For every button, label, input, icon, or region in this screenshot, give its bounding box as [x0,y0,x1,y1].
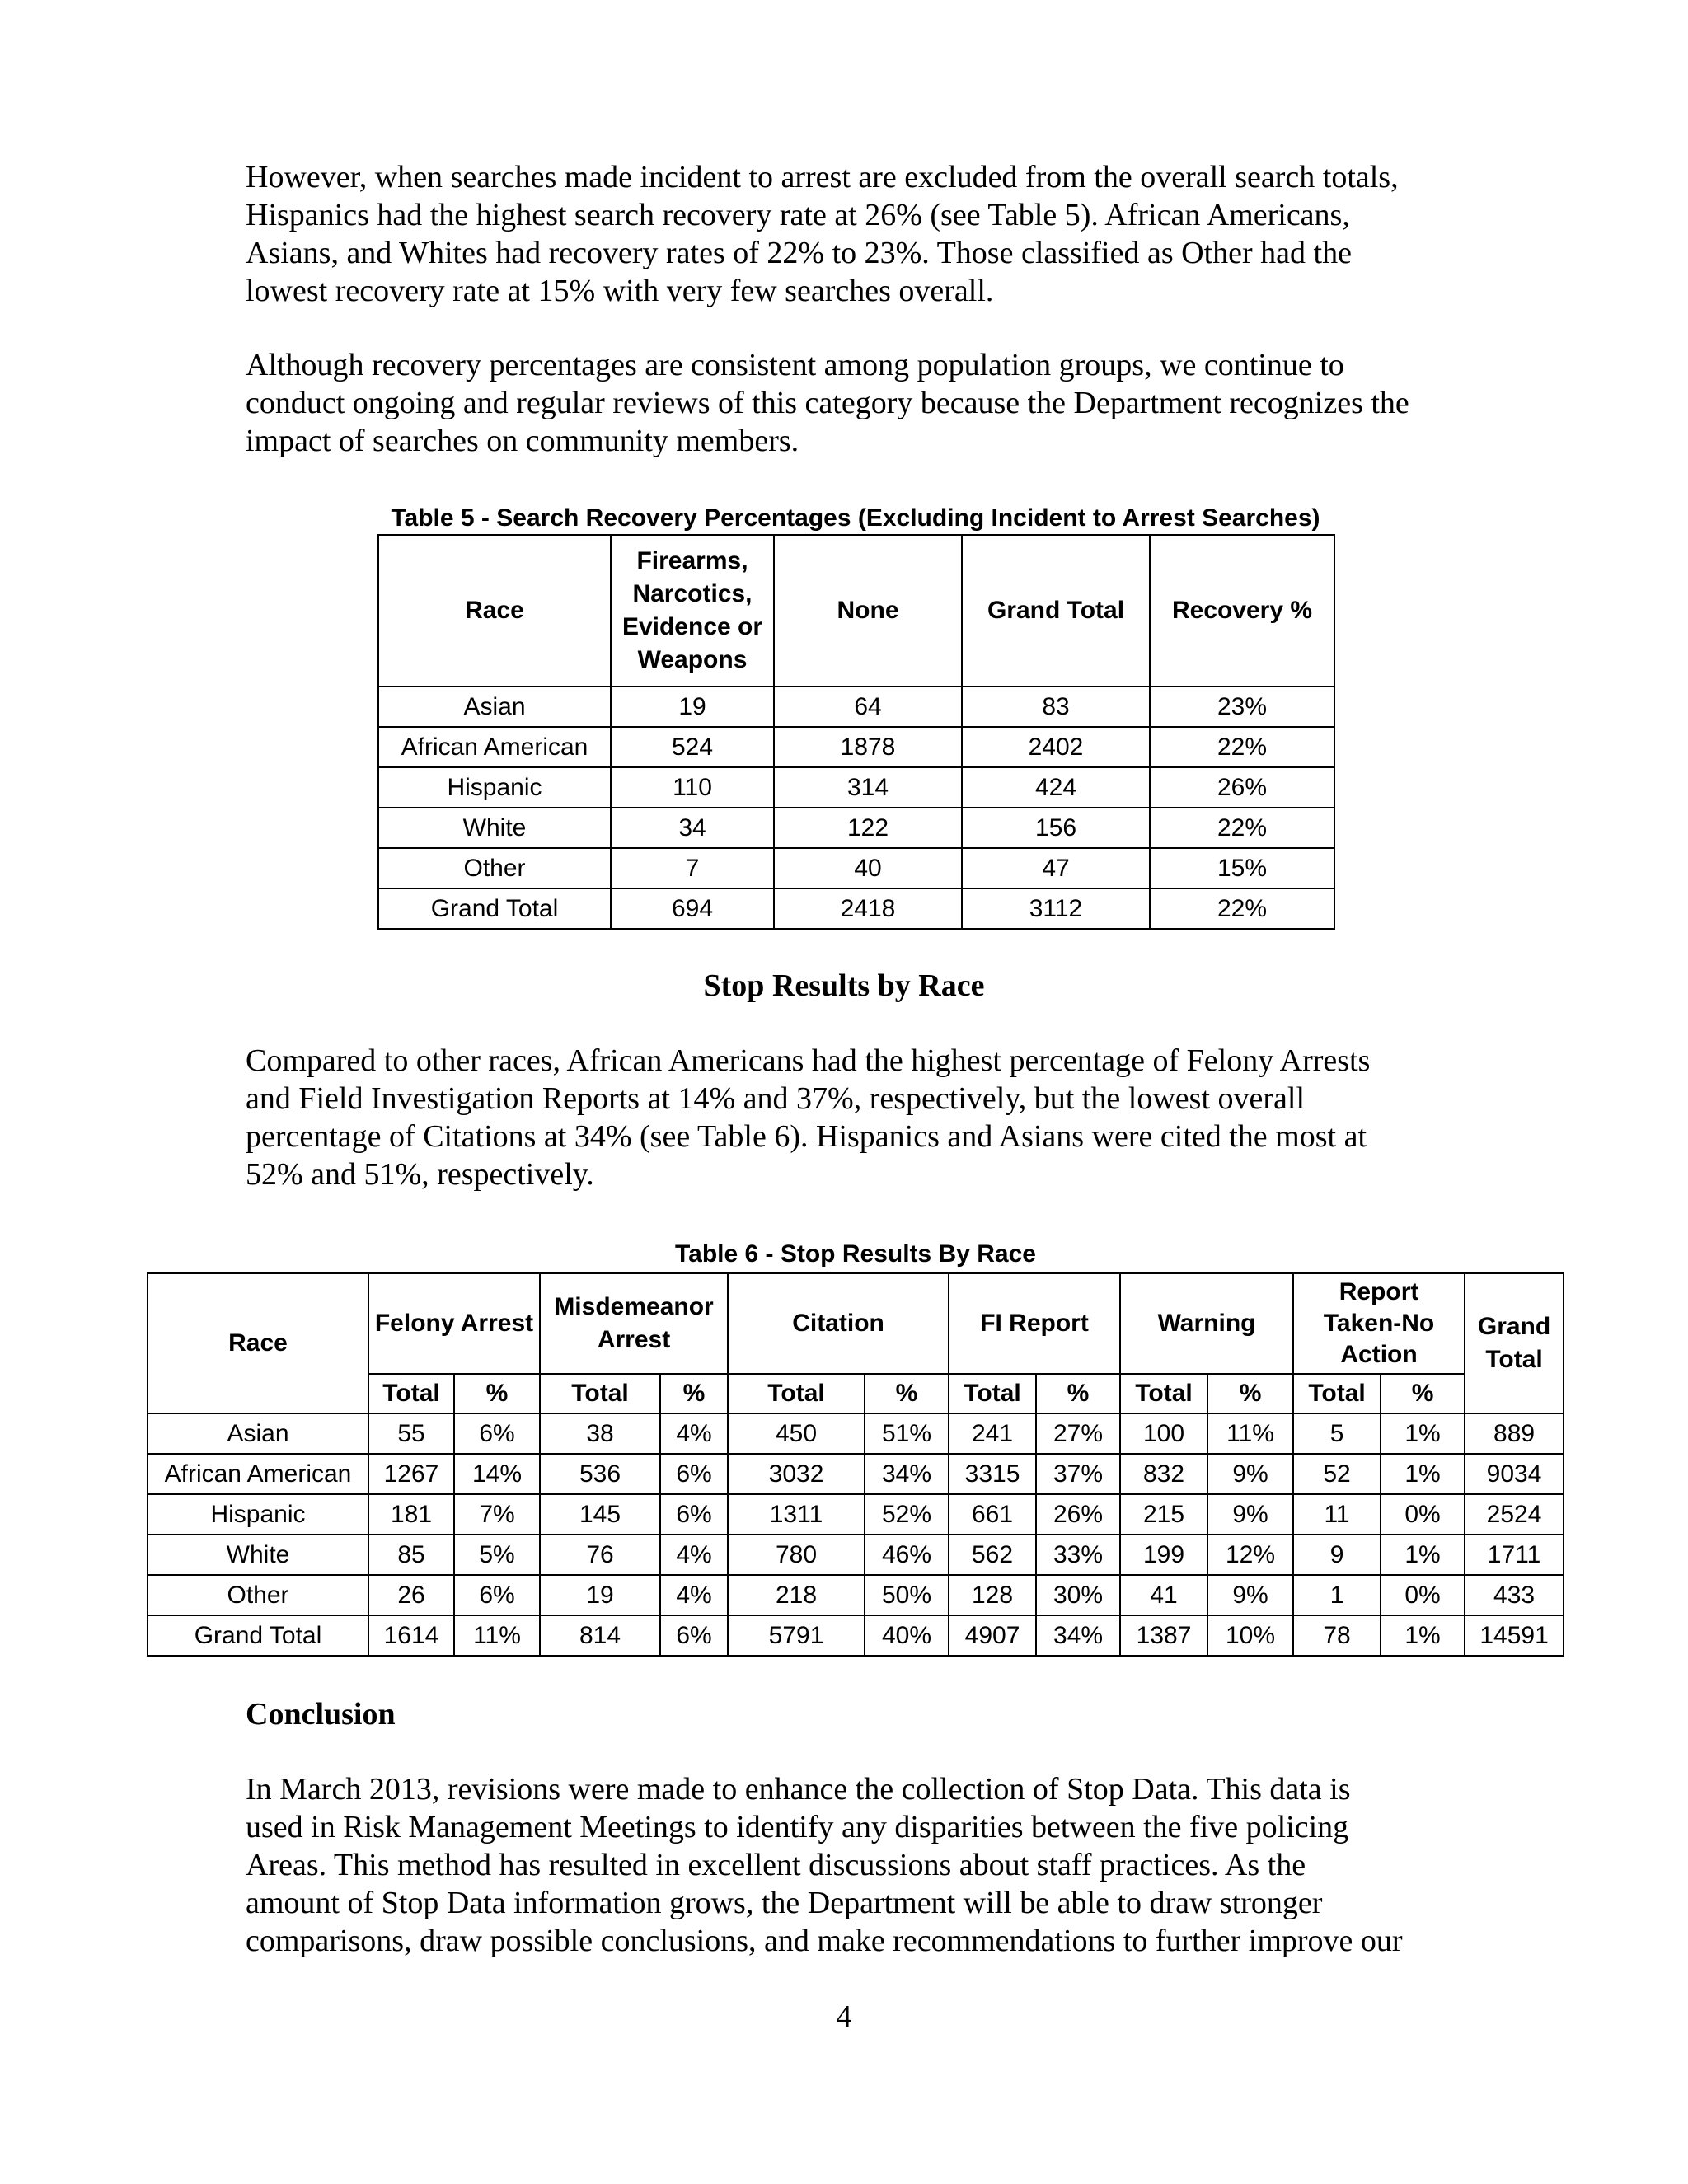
table6-value-cell: 100 [1120,1413,1207,1454]
table6-value-cell: 27% [1036,1413,1120,1454]
table5-value-cell: 694 [611,888,774,929]
table6-group-header: Misdemeanor Arrest [540,1273,728,1374]
table5-race-cell: White [378,808,611,848]
table5-race-cell: Asian [378,687,611,727]
table6-row [148,1575,1564,1615]
table5-value-cell: 314 [774,767,962,808]
table6-value-cell: 9034 [1465,1454,1564,1494]
table6-race-cell: African American [148,1454,368,1494]
table5-value-cell: 19 [611,687,774,727]
table6-race-cell: Hispanic [148,1494,368,1535]
table6-value-cell: 1311 [728,1494,865,1535]
table6-subheader-total: Total [1120,1374,1207,1413]
table6-value-cell: 128 [949,1575,1036,1615]
table5-value-cell: 424 [962,767,1150,808]
table6-value-cell: 1% [1381,1454,1465,1494]
table6-value-cell: 33% [1036,1535,1120,1575]
table5-value-cell: 22% [1150,888,1334,929]
table6-subheader-percent: % [1036,1374,1120,1413]
table5-header-cell: Race [378,535,611,687]
table6-value-cell: 26 [368,1575,454,1615]
table5-value-cell: 26% [1150,767,1334,808]
table5-row [378,727,1334,767]
table5-value-cell: 64 [774,687,962,727]
table5-race-cell: Hispanic [378,767,611,808]
table6-value-cell: 11 [1293,1494,1381,1535]
paragraph-conclusion: In March 2013, revisions were made to enhance the collection of Stop Data. This data is used in Risk Management Meetings to identify any disparities between the five policing Areas. This method has resulted in excellent discussions about staff practices. As the amount of Stop Data information grows, the Department will be able to draw stronger comparisons, draw possible conclusions, and make recommendations to further improve our [246,1772,1403,1958]
table6-subheader-percent: % [454,1374,540,1413]
table6-value-cell: 38 [540,1413,660,1454]
table6-value-cell: 5 [1293,1413,1381,1454]
paragraph-recovery-consistency: Although recovery percentages are consistent among population groups, we continue to conduct ongoing and regular reviews of this category because the Department recognizes the impact of searches on community members. [246,348,1409,458]
table6-value-cell: 55 [368,1413,454,1454]
table6-race-cell: White [148,1535,368,1575]
table6-value-cell: 34% [1036,1615,1120,1656]
table5-value-cell: 156 [962,808,1150,848]
table5-value-cell: 3112 [962,888,1150,929]
table6-value-cell: 0% [1381,1494,1465,1535]
table6-subheader-percent: % [865,1374,949,1413]
table6-group-header: Report Taken-No Action [1293,1273,1465,1374]
table6-value-cell: 46% [865,1535,949,1575]
table6-value-cell: 52 [1293,1454,1381,1494]
table6-value-cell: 52% [865,1494,949,1535]
table6-value-cell: 1% [1381,1535,1465,1575]
table5-value-cell: 83 [962,687,1150,727]
table6-row [148,1494,1564,1535]
table6-row [148,1535,1564,1575]
table6-row [148,1615,1564,1656]
table6-value-cell: 5% [454,1535,540,1575]
table6-subheader-percent: % [660,1374,728,1413]
table6-value-cell: 889 [1465,1413,1564,1454]
table6-value-cell: 11% [1207,1413,1293,1454]
table6-value-cell: 181 [368,1494,454,1535]
table6-value-cell: 433 [1465,1575,1564,1615]
table6-value-cell: 661 [949,1494,1036,1535]
table6-value-cell: 7% [454,1494,540,1535]
table6-value-cell: 6% [660,1454,728,1494]
table6-group-header: Citation [728,1273,949,1374]
table6-value-cell: 1267 [368,1454,454,1494]
table5-value-cell: 2418 [774,888,962,929]
table6-caption: Table 6 - Stop Results By Race [675,1240,1036,1268]
heading-conclusion: Conclusion [246,1697,396,1732]
table6-value-cell: 780 [728,1535,865,1575]
table5-value-cell: 47 [962,848,1150,888]
table5-value-cell: 2402 [962,727,1150,767]
table5-value-cell: 1878 [774,727,962,767]
table6-value-cell: 4% [660,1535,728,1575]
table6-subheader-total: Total [949,1374,1036,1413]
table5-row [378,687,1334,727]
table5-row [378,767,1334,808]
heading-stop-results: Stop Results by Race [703,968,985,1003]
table6-subheader-total: Total [1293,1374,1381,1413]
table5-value-cell: 40 [774,848,962,888]
table6-value-cell: 40% [865,1615,949,1656]
table5-race-cell: African American [378,727,611,767]
table5-row [378,888,1334,929]
table6-value-cell: 4% [660,1413,728,1454]
table5-header-cell: Recovery % [1150,535,1334,687]
table6-value-cell: 6% [660,1615,728,1656]
table6-value-cell: 215 [1120,1494,1207,1535]
table6-value-cell: 9 [1293,1535,1381,1575]
table6-value-cell: 6% [454,1575,540,1615]
table5-header-cell: Grand Total [962,535,1150,687]
table5-value-cell: 22% [1150,727,1334,767]
table5-row [378,808,1334,848]
table6-value-cell: 536 [540,1454,660,1494]
table5-value-cell: 23% [1150,687,1334,727]
table5-value-cell: 15% [1150,848,1334,888]
table6-value-cell: 12% [1207,1535,1293,1575]
table6-value-cell: 41 [1120,1575,1207,1615]
table6-subheader-total: Total [368,1374,454,1413]
paragraph-stop-results: Compared to other races, African Americans had the highest percentage of Felony Arrests and Field Investigation Reports at 14% and 37%, respectively, but the lowest overall percentage of Citations at 34% (see Table 6). Hispanics and Asians were cited the most at 52% and 51%, respectively. [246,1043,1371,1192]
table6-subheader-total: Total [728,1374,865,1413]
table6-value-cell: 9% [1207,1575,1293,1615]
table6-value-cell: 218 [728,1575,865,1615]
table6-race-cell: Asian [148,1413,368,1454]
table6-grand-total-header: Grand Total [1465,1273,1564,1413]
table6-value-cell: 9% [1207,1454,1293,1494]
table6-value-cell: 4907 [949,1615,1036,1656]
table6-value-cell: 78 [1293,1615,1381,1656]
table6-value-cell: 6% [454,1413,540,1454]
table6-value-cell: 34% [865,1454,949,1494]
table6-value-cell: 1387 [1120,1615,1207,1656]
table6-value-cell: 3315 [949,1454,1036,1494]
table5-header-cell: None [774,535,962,687]
table6-group-header: Felony Arrest [368,1273,540,1374]
table5-caption: Table 5 - Search Recovery Percentages (Excluding Incident to Arrest Searches) [391,504,1320,532]
table6-group-header: Warning [1120,1273,1293,1374]
table6-value-cell: 14% [454,1454,540,1494]
table6-value-cell: 26% [1036,1494,1120,1535]
table6-value-cell: 30% [1036,1575,1120,1615]
table6-value-cell: 4% [660,1575,728,1615]
table6-value-cell: 832 [1120,1454,1207,1494]
table6-subheader-percent: % [1207,1374,1293,1413]
table6-value-cell: 1% [1381,1615,1465,1656]
table6-value-cell: 3032 [728,1454,865,1494]
table6-value-cell: 1614 [368,1615,454,1656]
table5-value-cell: 22% [1150,808,1334,848]
table6-value-cell: 85 [368,1535,454,1575]
table5-row [378,848,1334,888]
table6-value-cell: 199 [1120,1535,1207,1575]
table6-value-cell: 5791 [728,1615,865,1656]
table6-value-cell: 1711 [1465,1535,1564,1575]
table6-value-cell: 562 [949,1535,1036,1575]
table6-value-cell: 1% [1381,1413,1465,1454]
table6-value-cell: 145 [540,1494,660,1535]
table6-value-cell: 0% [1381,1575,1465,1615]
page-number: 4 [836,1999,852,2034]
table6-value-cell: 241 [949,1413,1036,1454]
table6-value-cell: 814 [540,1615,660,1656]
table6-value-cell: 1 [1293,1575,1381,1615]
table5-value-cell: 7 [611,848,774,888]
table6-race-cell: Other [148,1575,368,1615]
table6-stop-results [147,1272,1564,1657]
table6-row [148,1454,1564,1494]
table6-subheader-total: Total [540,1374,660,1413]
table5-header-cell: Firearms, Narcotics, Evidence or Weapons [611,535,774,687]
table6-subheader-percent: % [1381,1374,1465,1413]
table5-value-cell: 122 [774,808,962,848]
table5-value-cell: 524 [611,727,774,767]
table6-value-cell: 37% [1036,1454,1120,1494]
table6-value-cell: 51% [865,1413,949,1454]
table5-value-cell: 110 [611,767,774,808]
table5-search-recovery [377,534,1335,930]
table6-value-cell: 76 [540,1535,660,1575]
table6-value-cell: 10% [1207,1615,1293,1656]
table6-value-cell: 450 [728,1413,865,1454]
table5-race-cell: Grand Total [378,888,611,929]
table6-value-cell: 6% [660,1494,728,1535]
table6-value-cell: 9% [1207,1494,1293,1535]
table6-race-header: Race [148,1273,368,1413]
table6-value-cell: 14591 [1465,1615,1564,1656]
table6-group-header: FI Report [949,1273,1120,1374]
table6-race-cell: Grand Total [148,1615,368,1656]
paragraph-search-recovery: However, when searches made incident to arrest are excluded from the overall search totals, Hispanics had the highest search recovery rate at 26% (see Table 5). African Americans, Asians, and Whites had recovery rates of 22% to 23%. Those classified as Other had the lowest recovery rate at 15% with very few searches overall. [246,160,1399,308]
table6-value-cell: 19 [540,1575,660,1615]
table5-value-cell: 34 [611,808,774,848]
table6-row [148,1413,1564,1454]
table6-value-cell: 2524 [1465,1494,1564,1535]
table5-race-cell: Other [378,848,611,888]
table6-value-cell: 11% [454,1615,540,1656]
table6-value-cell: 50% [865,1575,949,1615]
